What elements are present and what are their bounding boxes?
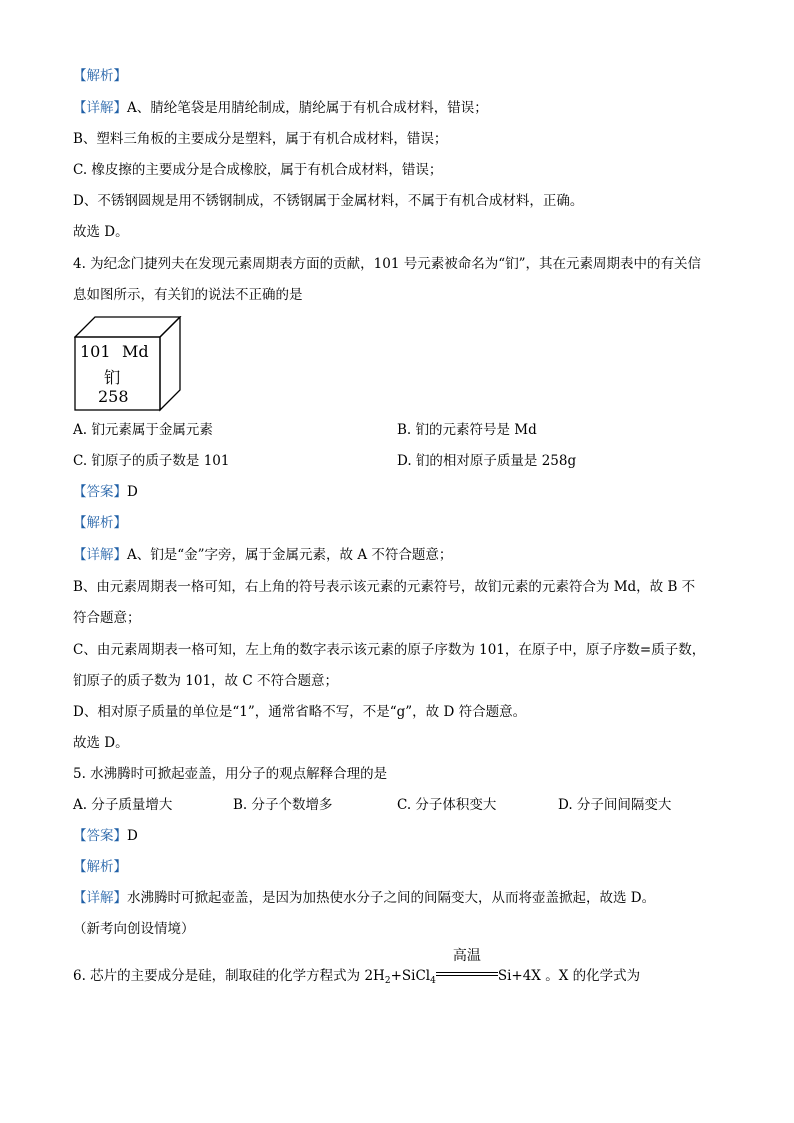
q5-option-d: D. 分子间间隔变大 (558, 797, 672, 813)
q6-reactant: +SiCl (390, 968, 431, 984)
q3-detail-a (73, 98, 488, 118)
element-card-figure (74, 316, 184, 412)
q3-detail-b: B、塑料三角板的主要成分是塑料，属于有机合成材料，错误； (73, 131, 448, 147)
q4-detail-a (73, 545, 452, 565)
q6-stem-suffix: 。X 的化学式为 (540, 968, 641, 984)
answer-label: 【答案】 (73, 828, 127, 844)
q5-answer (73, 826, 138, 846)
q3-detail-c: C. 橡皮擦的主要成分是合成橡胶，属于有机合成材料，错误； (73, 162, 443, 178)
q4-option-a: A. 钔元素属于金属元素 (73, 422, 213, 438)
answer-label: 【答案】 (73, 484, 127, 500)
q6-stem (73, 948, 641, 991)
jiexi-label: 【解析】 (73, 859, 127, 875)
q4-detail-b2: 符合题意； (73, 610, 141, 626)
detail-text: A、钔是“金”字旁，属于金属元素，故 A 不符合题意； (127, 547, 453, 563)
q4-detail-b1: B、由元素周期表一格可知，右上角的符号表示该元素的元素符号，故钔元素的元素符合为 Md，故 B 不 (73, 579, 696, 595)
q4-stem-line2: 息如图所示，有关钔的说法不正确的是 (73, 287, 303, 303)
q5-note: （新考向创设情境） (73, 921, 195, 937)
detail-label: 【详解】 (73, 547, 127, 563)
q4-detail-d: D、相对原子质量的单位是“1”，通常省略不写，不是“g”，故 D 符合题意。 (73, 704, 527, 720)
reaction-arrow (436, 948, 498, 986)
element-symbol: Md (122, 342, 149, 361)
q4-detail-c1: C、由元素周期表一格可知，左上角的数字表示该元素的原子序数为 101，在原子中，原子序数=质子数， (73, 642, 706, 658)
reaction-condition: 高温 (452, 948, 481, 964)
detail-label: 【详解】 (73, 100, 127, 116)
jiexi-label: 【解析】 (73, 68, 127, 84)
element-cube-outline (74, 316, 184, 412)
q3-detail-d: D、不锈钢圆规是用不锈钢制成，不锈钢属于金属材料，不属于有机合成材料，正确。 (73, 193, 584, 209)
answer-value: D (127, 828, 138, 844)
element-mass: 258 (98, 387, 129, 406)
q4-option-b: B. 钔的元素符号是 Md (397, 422, 537, 438)
double-line (436, 972, 498, 976)
element-number: 101 (80, 342, 111, 361)
q3-conclusion: 故选 D。 (73, 224, 129, 240)
q4-conclusion: 故选 D。 (73, 735, 129, 751)
detail-label: 【详解】 (73, 890, 127, 906)
q5-option-b: B. 分子个数增多 (233, 797, 333, 813)
q4-option-c: C. 钔原子的质子数是 101 (73, 453, 230, 469)
q6-products: Si+4X (497, 968, 541, 984)
q6-stem-prefix: 6. 芯片的主要成分是硅，制取硅的化学方程式为 2H (73, 968, 385, 984)
element-name: 钔 (104, 368, 121, 387)
q5-option-a: A. 分子质量增大 (73, 797, 173, 813)
h2-subscript: 2 (384, 976, 391, 986)
answer-value: D (127, 484, 138, 500)
detail-text: 水沸腾时可掀起壶盖，是因为加热使水分子之间的间隔变大，从而将壶盖掀起，故选 D。 (127, 890, 656, 906)
q5-option-c: C. 分子体积变大 (397, 797, 497, 813)
jiexi-label: 【解析】 (73, 515, 127, 531)
q4-answer (73, 482, 138, 502)
q4-stem-line1: 4. 为纪念门捷列夫在发现元素周期表方面的贡献，101 号元素被命名为“钔”，其在元素周期表中的有关信 (73, 256, 702, 272)
q4-option-d: D. 钔的相对原子质量是 258g (397, 453, 577, 469)
q5-stem: 5. 水沸腾时可掀起壶盖，用分子的观点解释合理的是 (73, 766, 388, 782)
q4-detail-c2: 钔原子的质子数为 101，故 C 不符合题意； (73, 673, 338, 689)
q5-detail (73, 888, 655, 908)
cl4-subscript: 4 (430, 976, 436, 986)
detail-text: A、腈纶笔袋是用腈纶制成，腈纶属于有机合成材料，错误； (127, 100, 488, 116)
